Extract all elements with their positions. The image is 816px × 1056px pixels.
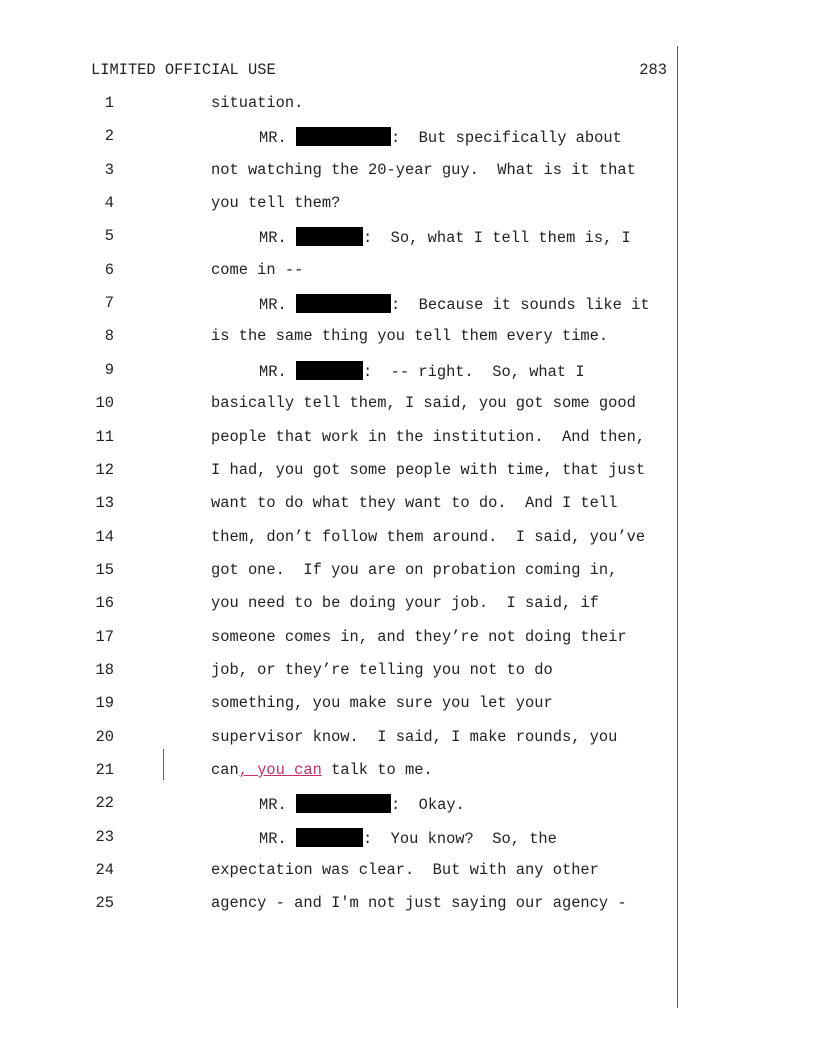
line-number: 12: [95, 461, 114, 479]
line-number: 9: [104, 361, 114, 379]
transcript-line: [0, 227, 680, 249]
line-content: can: [211, 761, 239, 779]
line-content: supervisor know. I said, I make rounds, you: [211, 728, 618, 746]
line-text: [211, 194, 340, 212]
line-number: 16: [95, 594, 114, 612]
line-content: want to do what they want to do. And I tell: [211, 494, 618, 512]
line-number: 19: [95, 694, 114, 712]
transcript-line: [0, 94, 680, 116]
transcript-line: [0, 628, 680, 650]
tracked-insertion: , you can: [238, 761, 322, 779]
line-text: [211, 461, 645, 479]
transcript-line: [0, 161, 680, 183]
line-text: [211, 728, 617, 746]
transcript-line: [0, 861, 680, 883]
transcript-line: [0, 728, 680, 750]
speaker-title: MR.: [259, 229, 296, 247]
speaker-title: MR.: [259, 129, 296, 147]
line-text: [211, 561, 617, 579]
line-content: basically tell them, I said, you got some good: [211, 394, 636, 412]
redaction-box: [296, 828, 363, 847]
transcript-line: [0, 761, 680, 783]
line-content: : You know? So, the: [362, 830, 557, 848]
transcript-line: [0, 828, 680, 850]
line-content: people that work in the institution. And then,: [211, 428, 646, 446]
line-content: is the same thing you tell them every time.: [211, 327, 609, 345]
line-content: : But specifically about: [390, 129, 622, 147]
line-content: situation.: [211, 94, 304, 112]
transcript-line: [0, 661, 680, 683]
line-number: 15: [95, 561, 114, 579]
line-number: 25: [95, 894, 114, 912]
line-text: [211, 428, 645, 446]
page-number: 283: [639, 61, 667, 79]
line-number: 1: [104, 94, 114, 112]
line-number: 10: [95, 394, 114, 412]
transcript-line: [0, 528, 680, 550]
line-content: job, or they’re telling you not to do: [211, 661, 553, 679]
line-text: [211, 594, 599, 612]
transcript-line: [0, 694, 680, 716]
speaker-line: [259, 794, 465, 814]
redaction-box: [296, 227, 363, 246]
line-content: something, you make sure you let your: [211, 694, 553, 712]
speaker-line: [259, 127, 622, 147]
transcript-line: [0, 394, 680, 416]
line-content: not watching the 20-year guy. What is it that: [211, 161, 636, 179]
transcript-line: [0, 594, 680, 616]
transcript-line: [0, 794, 680, 816]
line-number: 6: [104, 261, 114, 279]
redaction-box: [296, 361, 363, 380]
line-number: 22: [95, 794, 114, 812]
line-content: you need to be doing your job. I said, if: [211, 594, 599, 612]
transcript-line: [0, 461, 680, 483]
line-number: 13: [95, 494, 114, 512]
line-content: someone comes in, and they’re not doing their: [211, 628, 627, 646]
classification-header: LIMITED OFFICIAL USE: [91, 61, 276, 79]
line-number: 21: [95, 761, 114, 779]
speaker-line: [259, 828, 557, 848]
line-number: 2: [104, 127, 114, 145]
transcript-line: [0, 194, 680, 216]
redaction-box: [296, 794, 391, 813]
redaction-box: [296, 127, 391, 146]
line-text: [211, 261, 303, 279]
transcript-line: [0, 261, 680, 283]
speaker-line: [259, 227, 631, 247]
line-number: 23: [95, 828, 114, 846]
line-text: [211, 861, 599, 879]
line-text: [211, 161, 636, 179]
line-number: 3: [104, 161, 114, 179]
transcript-line: [0, 361, 680, 383]
line-content: got one. If you are on probation coming in,: [211, 561, 618, 579]
speaker-title: MR.: [259, 796, 296, 814]
line-number: 5: [104, 227, 114, 245]
line-content: agency - and I'm not just saying our agency -: [211, 894, 627, 912]
line-text: [211, 528, 645, 546]
speaker-line: [259, 294, 650, 314]
line-number: 8: [104, 327, 114, 345]
line-content: expectation was clear. But with any other: [211, 861, 599, 879]
line-text: [211, 761, 433, 779]
line-content: I had, you got some people with time, that just: [211, 461, 646, 479]
transcript-line: [0, 494, 680, 516]
transcript-line: [0, 561, 680, 583]
line-content: : Because it sounds like it: [390, 296, 650, 314]
line-content: come in --: [211, 261, 304, 279]
line-number: 17: [95, 628, 114, 646]
redaction-box: [296, 294, 391, 313]
line-number: 14: [95, 528, 114, 546]
line-content: them, don’t follow them around. I said, you’ve: [211, 528, 646, 546]
line-content: you tell them?: [211, 194, 341, 212]
line-text: [211, 694, 553, 712]
line-text: [211, 394, 636, 412]
line-content: : So, what I tell them is, I: [362, 229, 631, 247]
line-content: : Okay.: [390, 796, 465, 814]
line-text: [211, 894, 627, 912]
line-number: 4: [104, 194, 114, 212]
line-text: [211, 661, 553, 679]
transcript-line: [0, 894, 680, 916]
transcript-line: [0, 327, 680, 349]
transcript-line: [0, 294, 680, 316]
line-content: talk to me.: [321, 761, 433, 779]
line-number: 20: [95, 728, 114, 746]
speaker-title: MR.: [259, 363, 296, 381]
speaker-title: MR.: [259, 296, 296, 314]
line-text: [211, 327, 608, 345]
transcript-line: [0, 127, 680, 149]
line-number: 18: [95, 661, 114, 679]
line-content: : -- right. So, what I: [362, 363, 585, 381]
line-text: [211, 94, 303, 112]
transcript-line: [0, 428, 680, 450]
line-number: 11: [95, 428, 114, 446]
line-text: [211, 494, 617, 512]
speaker-line: [259, 361, 585, 381]
speaker-title: MR.: [259, 830, 296, 848]
line-number: 24: [95, 861, 114, 879]
line-number: 7: [104, 294, 114, 312]
line-text: [211, 628, 627, 646]
